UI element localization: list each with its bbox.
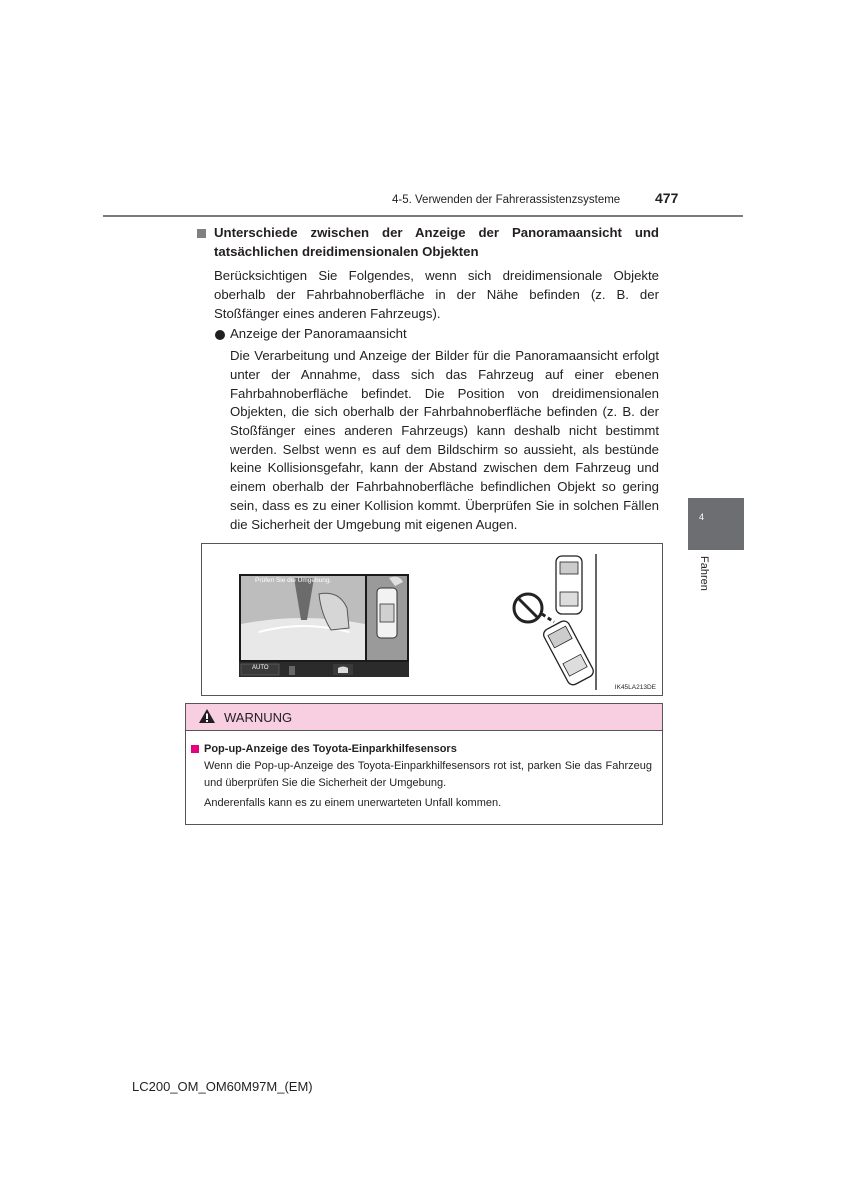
footer-code: LC200_OM_OM60M97M_(EM) [132, 1079, 313, 1094]
bullet-item [197, 325, 659, 344]
running-header-section: 4-5. Verwenden der Fahrerassistenzsysteme [392, 194, 621, 206]
main-content [197, 224, 659, 534]
square-bullet-icon [197, 229, 206, 238]
vehicle-collision-illustration [510, 552, 610, 692]
chapter-tab-number: 4 [699, 512, 705, 522]
warning-title: WARNUNG [224, 710, 293, 725]
warning-body [186, 731, 662, 812]
section-heading: Unterschiede zwischen der Anzeige der Panoramaansicht und tatsächlichen dreidimensionalen Objekten [214, 225, 659, 259]
warning-subheading: Pop-up-Anzeige des Toyota-Einparkhilfesensors [204, 743, 457, 755]
intro-paragraph: Berücksichtigen Sie Folgendes, wenn sich dreidimensionale Objekte oberhalb der Fahrbahnoberfläche in der Nähe befinden (z. B. der Stoßfänger eines anderen Fahrzeugs). [214, 268, 659, 321]
illustration-figure [201, 543, 663, 696]
panoramic-view-illustration [239, 574, 409, 677]
bullet-paragraph: Die Verarbeitung und Anzeige der Bilder für die Panoramaansicht erfolgt unter der Annahme, dass sich das Fahrzeug auf einer ebenen Fahrbahnoberfläche befindet. Die Position von dreidimensionalen Objekten, die sich oberhalb der Fahrbahnoberfläche befinden (z. B. der Stoßfänger eines anderen Fahrzeugs) kann deshalb nicht bestimmt werden. Selbst wenn es auf dem Bildschirm so aussieht, als bestünde keine Kollisionsgefahr, kann der Abstand zwischen dem Fahrzeug und einem oberhalb der Fahrbahnoberfläche befindlichen Objekt so gering sein, dass es zu einer Kollision kommt. Überprüfen Sie in solchen Fällen die Sicherheit der Umgebung mit eigenen Augen. [230, 348, 659, 532]
screen-warning-message: Prüfen Sie die Umgebung. [255, 577, 332, 584]
figure-code: IK45LA213DE [614, 684, 656, 691]
bullet-title: Anzeige der Panoramaansicht [230, 325, 407, 341]
page-number: 477 [655, 190, 679, 206]
chapter-tab [688, 498, 744, 550]
pink-square-icon [191, 745, 199, 753]
warning-header [186, 704, 662, 731]
prohibited-sign-icon [514, 594, 542, 622]
panoramic-view-screen [239, 574, 409, 677]
chapter-tab-label: Fahren [698, 556, 710, 591]
header-divider [103, 215, 743, 217]
warning-subheading-block [188, 741, 652, 758]
parked-car-icon [556, 556, 582, 614]
auto-button-label: AUTO [252, 665, 269, 671]
section-heading-block [197, 224, 659, 261]
warning-paragraph: Anderenfalls kann es zu einem unerwarteten Unfall kommen. [204, 797, 502, 809]
warning-triangle-icon [198, 708, 216, 724]
warning-box [185, 703, 663, 825]
round-bullet-icon [215, 330, 225, 340]
own-car-icon [542, 619, 596, 687]
warning-paragraph: Wenn die Pop-up-Anzeige des Toyota-Einparkhilfesensors rot ist, parken Sie das Fahrzeug und überprüfen Sie die Sicherheit der Umgebung. [204, 760, 652, 789]
